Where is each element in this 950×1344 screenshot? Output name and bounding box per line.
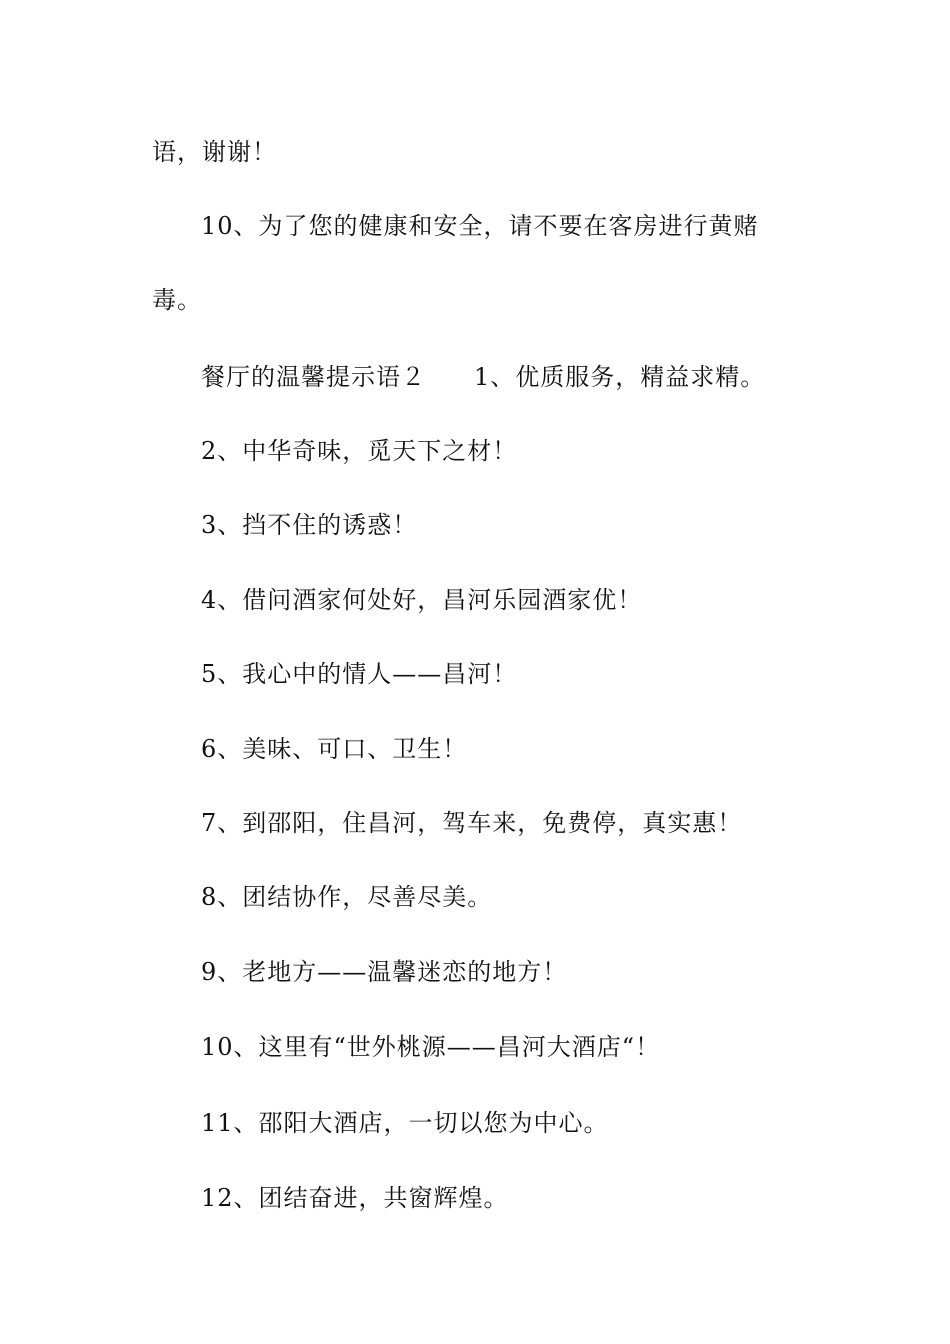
section-heading: 餐厅的温馨提示语２ — [201, 363, 426, 391]
text-line: 毒。 — [152, 286, 202, 314]
list-item: 2、中华奇味，觅天下之材！ — [201, 437, 518, 465]
list-item: 1、优质服务，精益求精。 — [474, 363, 766, 391]
list-item: 10、这里有“世外桃源——昌河大酒店“！ — [201, 1033, 661, 1061]
list-item: 3、挡不住的诱惑！ — [201, 511, 418, 539]
list-item: 6、美味、可口、卫生！ — [201, 735, 468, 763]
list-item: 8、团结协作，尽善尽美。 — [201, 883, 493, 911]
list-item: 9、老地方——温馨迷恋的地方！ — [201, 958, 568, 986]
list-item: 11、邵阳大酒店，一切以您为中心。 — [201, 1109, 609, 1137]
list-item: 12、团结奋进，共窗辉煌。 — [201, 1184, 509, 1212]
text-line: 10、为了您的健康和安全，请不要在客房进行黄赌 — [201, 212, 759, 240]
section-line — [201, 362, 765, 392]
list-item: 5、我心中的情人——昌河！ — [201, 660, 518, 688]
text-line: 语，谢谢！ — [152, 138, 277, 166]
list-item: 7、到邵阳，住昌河，驾车来，免费停，真实惠！ — [201, 809, 743, 837]
list-item: 4、借问酒家何处好，昌河乐园酒家优！ — [201, 586, 643, 614]
